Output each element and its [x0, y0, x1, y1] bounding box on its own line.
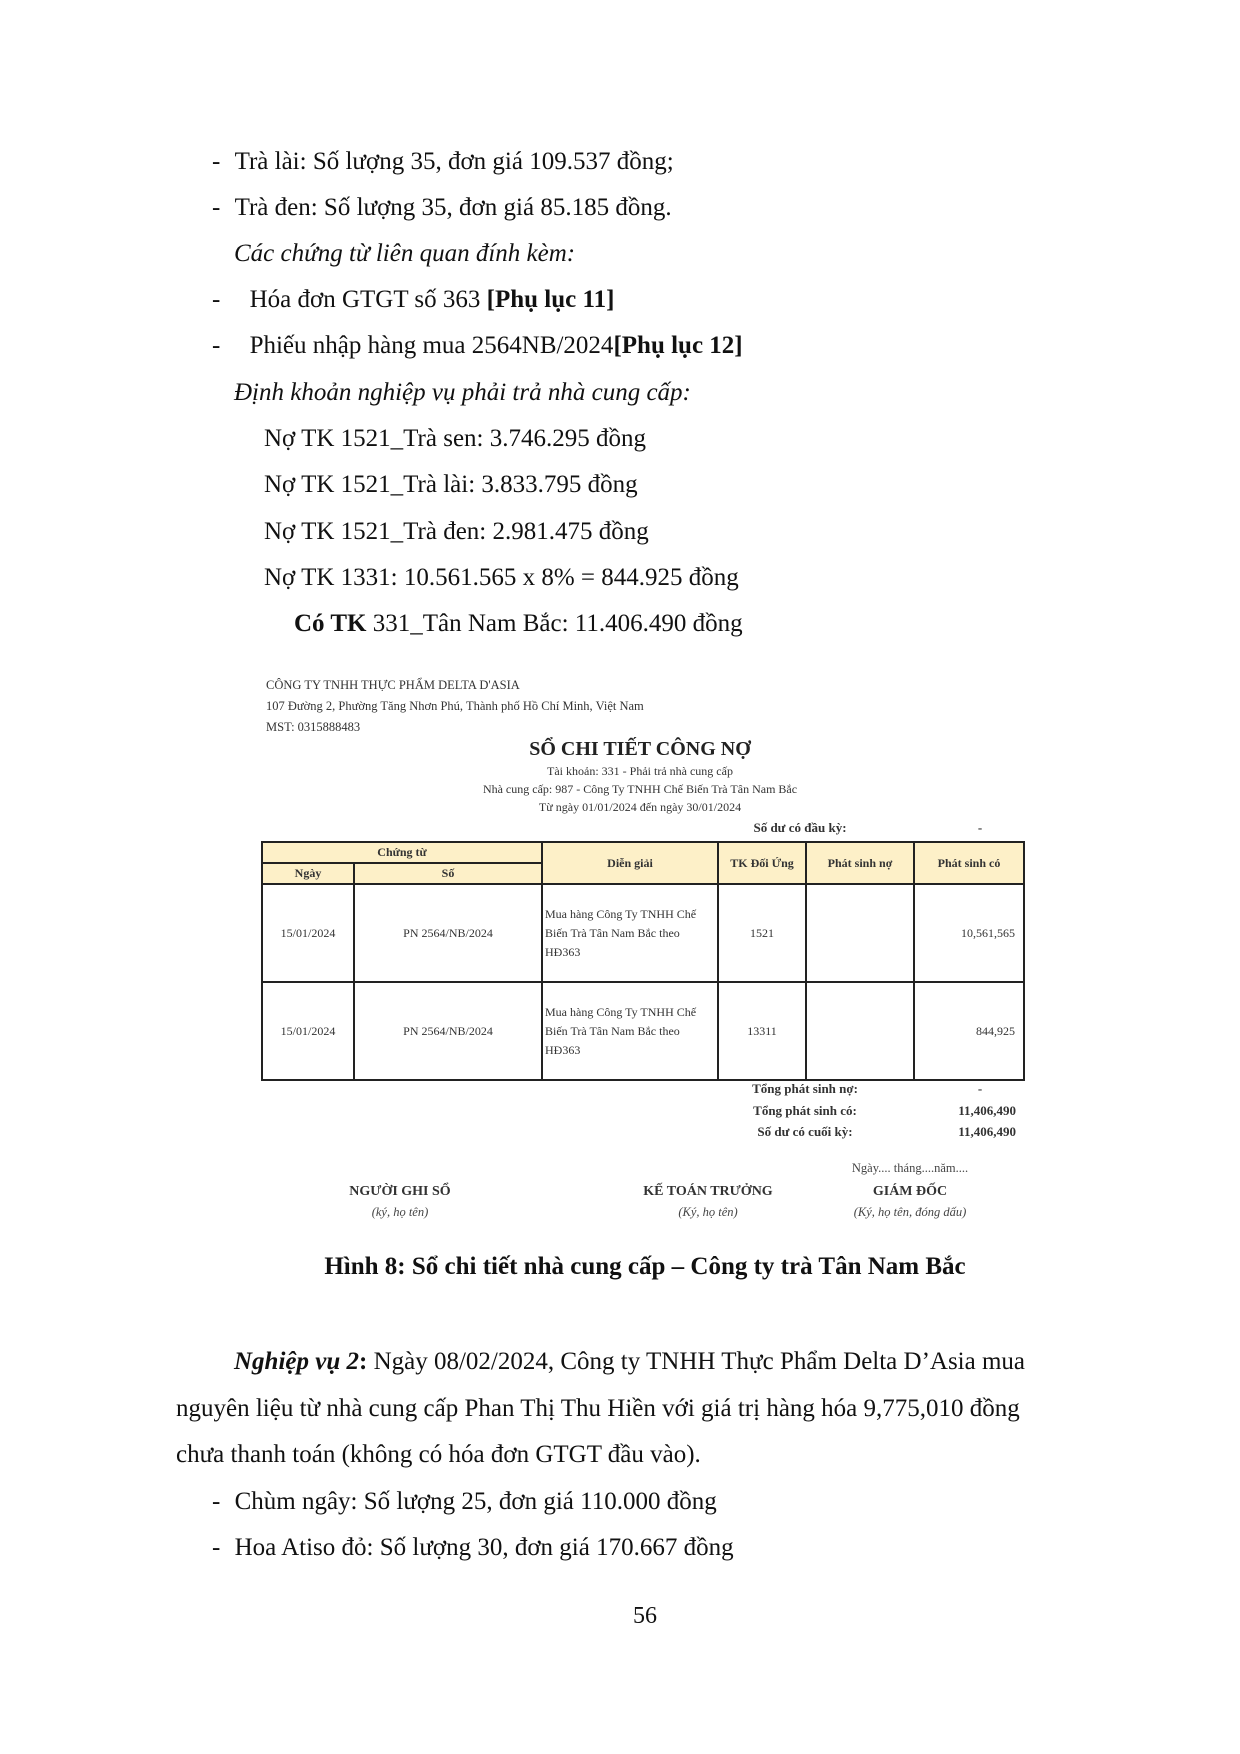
transaction2-colon: :: [359, 1348, 368, 1375]
journal-debit-line: Nợ TK 1521_Trà đen: 2.981.475 đồng: [264, 518, 649, 545]
list-item: [212, 193, 672, 223]
appendix-ref: [Phụ lục 12]: [613, 332, 743, 359]
cell-contra: 13311: [718, 982, 806, 1080]
bullet: -: [212, 148, 221, 175]
bullet: -: [212, 1488, 221, 1515]
credit-text: 331_Tân Nam Bắc: 11.406.490 đồng: [366, 610, 743, 637]
transaction2-label: Nghiệp vụ 2: [234, 1348, 359, 1375]
cell-credit: 844,925: [914, 982, 1024, 1080]
total-credit-label: Tổng phát sinh có:: [753, 1103, 857, 1118]
cell-credit: 10,561,565: [914, 884, 1024, 982]
attachment-text: Phiếu nhập hàng mua 2564NB/2024: [249, 332, 614, 359]
date-line: Ngày.... tháng....năm....: [851, 1161, 969, 1175]
ledger-tax-code: MST: 0315888483: [266, 720, 361, 734]
total-debit-label: Tổng phát sinh nợ:: [752, 1081, 858, 1096]
header-voucher: Chứng từ: [262, 842, 542, 863]
signature-recorder-title: NGƯỜI GHI SỔ: [349, 1184, 451, 1199]
signature-director-title: GIÁM ĐỐC: [872, 1184, 948, 1199]
header-debit: Phát sinh nợ: [806, 842, 914, 884]
ledger-address: 107 Đường 2, Phường Tăng Nhơn Phú, Thành phố Hồ Chí Minh, Việt Nam: [266, 699, 644, 713]
cell-debit: [806, 982, 914, 1080]
signature-chief-accountant-note: (Ký, họ tên): [678, 1205, 738, 1219]
cell-number: PN 2564/NB/2024: [354, 884, 542, 982]
transaction2-text: Ngày 08/02/2024, Công ty TNHH Thực Phẩm Delta D’Asia mua: [367, 1348, 1026, 1375]
list-item-text: Hoa Atiso đỏ: Số lượng 30, đơn giá 170.667 đồng: [234, 1534, 734, 1561]
ledger-period: Từ ngày 01/01/2024 đến ngày 30/01/2024: [538, 800, 742, 814]
attachment-text: Hóa đơn GTGT số 363: [249, 286, 487, 313]
cell-description: Mua hàng Công Ty TNHH Chế Biến Trà Tân Nam Bắc theo HĐ363: [542, 982, 718, 1080]
header-number: Số: [354, 863, 542, 884]
attachment-item: [212, 331, 743, 361]
cell-number: PN 2564/NB/2024: [354, 982, 542, 1080]
bullet: -: [212, 332, 221, 359]
cell-description: Mua hàng Công Ty TNHH Chế Biến Trà Tân Nam Bắc theo HĐ363: [542, 884, 718, 982]
table-row: [262, 884, 1024, 982]
credit-prefix: Có TK: [294, 610, 367, 637]
signature-director-note: (Ký, họ tên, đóng dấu): [853, 1205, 967, 1219]
list-item: [212, 147, 674, 177]
journal-heading: Định khoản nghiệp vụ phải trả nhà cung cấp:: [234, 379, 691, 406]
ledger-title: SỔ CHI TIẾT CÔNG NỢ: [529, 738, 751, 760]
list-item-text: Chùm ngây: Số lượng 25, đơn giá 110.000 đồng: [234, 1488, 717, 1515]
list-item-text: Trà đen: Số lượng 35, đơn giá 85.185 đồng.: [234, 194, 672, 221]
transaction2-line2: nguyên liệu từ nhà cung cấp Phan Thị Thu Hiền với giá trị hàng hóa 9,775,010 đồng: [176, 1395, 1020, 1422]
transaction2-line1: [234, 1347, 1025, 1377]
figure-caption: Hình 8: Sổ chi tiết nhà cung cấp – Công ty trà Tân Nam Bắc: [324, 1253, 966, 1280]
journal-debit-line: Nợ TK 1331: 10.561.565 x 8% = 844.925 đồng: [264, 564, 739, 591]
header-date: Ngày: [262, 863, 354, 884]
total-credit-value: 11,406,490: [958, 1103, 1016, 1118]
header-description: Diễn giải: [542, 842, 718, 884]
bullet: -: [212, 1534, 221, 1561]
journal-debit-line: Nợ TK 1521_Trà sen: 3.746.295 đồng: [264, 425, 646, 452]
closing-balance-value: 11,406,490: [958, 1124, 1016, 1139]
total-debit-value: -: [977, 1081, 983, 1096]
opening-balance-value: -: [977, 820, 983, 835]
cell-date: 15/01/2024: [262, 884, 354, 982]
opening-balance-label: Số dư có đầu kỳ:: [753, 820, 847, 835]
header-credit: Phát sinh có: [914, 842, 1024, 884]
bullet: -: [212, 286, 221, 313]
ledger-supplier: Nhà cung cấp: 987 - Công Ty TNHH Chế Biến Trà Tân Nam Bắc: [482, 782, 798, 796]
attachment-item: [212, 285, 614, 315]
list-item: [212, 1533, 734, 1563]
signature-chief-accountant-title: KẾ TOÁN TRƯỞNG: [643, 1184, 773, 1199]
page-number: 56: [633, 1603, 657, 1629]
list-item-text: Trà lài: Số lượng 35, đơn giá 109.537 đồng;: [234, 148, 674, 175]
journal-credit-line: [294, 609, 743, 639]
cell-contra: 1521: [718, 884, 806, 982]
ledger-company: CÔNG TY TNHH THỰC PHẨM DELTA D'ASIA: [266, 678, 520, 692]
ledger-table: [261, 841, 1025, 1081]
closing-balance-label: Số dư có cuối kỳ:: [757, 1124, 853, 1139]
cell-debit: [806, 884, 914, 982]
table-row: [262, 982, 1024, 1080]
header-contra-account: TK Đối Ứng: [718, 842, 806, 884]
journal-debit-line: Nợ TK 1521_Trà lài: 3.833.795 đồng: [264, 471, 638, 498]
ledger-account: Tài khoản: 331 - Phải trả nhà cung cấp: [547, 764, 733, 778]
signature-recorder-note: (ký, họ tên): [371, 1205, 429, 1219]
cell-date: 15/01/2024: [262, 982, 354, 1080]
bullet: -: [212, 194, 221, 221]
list-item: [212, 1487, 717, 1517]
appendix-ref: [Phụ lục 11]: [486, 286, 615, 313]
transaction2-line3: chưa thanh toán (không có hóa đơn GTGT đầu vào).: [176, 1441, 701, 1468]
attachments-heading: Các chứng từ liên quan đính kèm:: [234, 240, 576, 267]
